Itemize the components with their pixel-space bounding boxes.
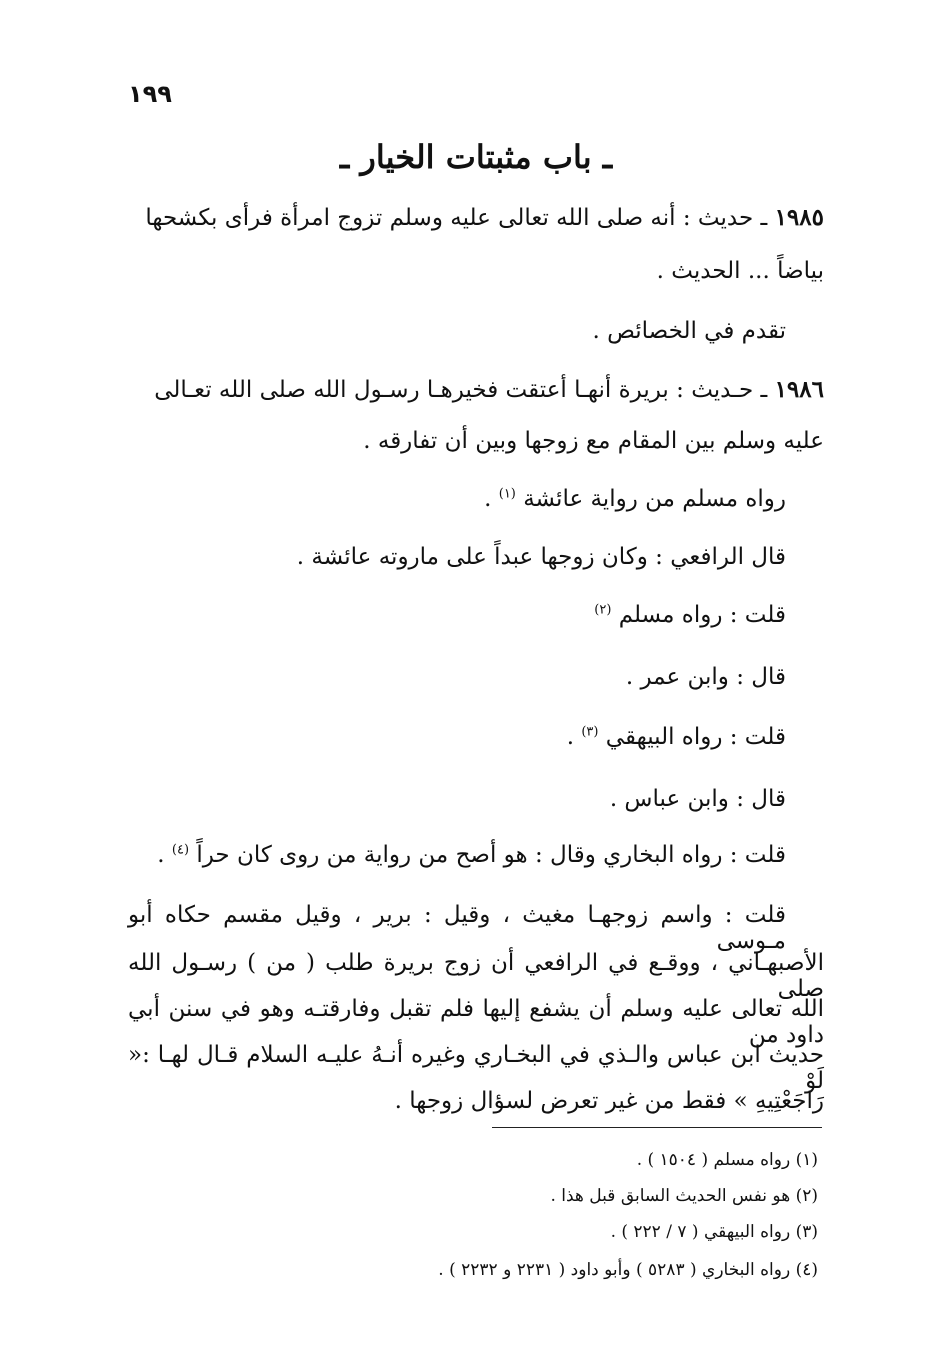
hadith-1985-line1 (128, 204, 824, 231)
footnote-separator (492, 1127, 822, 1128)
paragraph-2: قال الرافعي : وكان زوجها عبداً على ماروته عائشة . (296, 544, 786, 570)
paragraph-text: قلت : رواه البخاري وقال : هو أصح من رواية من روى كان حراً (196, 842, 786, 868)
footnote-ref[interactable]: (٢) (594, 602, 612, 618)
paragraph-4: قال : وابن عمر . (625, 664, 786, 690)
footnote-ref[interactable]: (٤) (171, 842, 190, 858)
paragraph-text: رواه مسلم من رواية عائشة (523, 486, 786, 512)
hadith-number: ١٩٨٦ (774, 376, 824, 403)
paragraph-7 (157, 842, 786, 868)
hadith-text: ـ حديث : أنه صلى الله تعالى عليه وسلم تزوج امرأة فرأى بكشحها (145, 205, 768, 231)
paragraph-8-line2: الأصبهـاني ، ووقـع في الرافعي أن زوج بريرة طلب ( من ) رسـول الله صلى (128, 950, 824, 1002)
footnote-4: (٤) رواه البخاري ( ٥٢٨٣ ) وأبو داود ( ٢٢٣١ و ٢٢٣٢ ) . (438, 1260, 818, 1280)
footnote-ref[interactable]: (٣) (581, 724, 599, 740)
page-number: ١٩٩ (128, 80, 172, 108)
paragraph-8-line4: حديث ابن عباس والـذي في البخـاري وغيره أنـهُ عليـه السلام قـال لهـا :« لَوْ (128, 1042, 824, 1094)
paragraph-5 (567, 724, 786, 750)
paragraph-end: . (484, 486, 499, 512)
chapter-title: ـ باب مثبتات الخيار ـ (339, 138, 613, 176)
paragraph-8-line3: الله تعالى عليه وسلم أن يشفع إليها فلم تقبل وفارقتـه وهو في سنن أبي داود من (128, 996, 824, 1048)
footnote-2: (٢) هو نفس الحديث السابق قبل هذا . (550, 1186, 818, 1206)
paragraph-text: قلت : رواه البيهقي (605, 724, 786, 750)
paragraph-end: . (566, 724, 582, 750)
hadith-1986-line1 (128, 376, 824, 403)
hadith-1986-line2: عليه وسلم بين المقام مع زوجها وبين أن تفارقه . (363, 428, 824, 454)
paragraph-end: . (157, 842, 172, 868)
hadith-number: ١٩٨٥ (774, 204, 824, 231)
hadith-1985-line2: بياضاً ... الحديث . (656, 258, 824, 284)
hadith-text: ـ حـديث : بريرة أنهـا أعتقت فخيرهـا رسـول الله صلى الله تعـالى (154, 377, 768, 403)
paragraph-3 (594, 602, 786, 628)
paragraph-1 (484, 486, 786, 512)
paragraph-8-line5: رَاجَعْتِيهِ » فقط من غير تعرض لسؤال زوجها . (394, 1088, 824, 1114)
note-paragraph: تقدم في الخصائص . (592, 318, 786, 344)
paragraph-6: قال : وابن عباس . (609, 786, 786, 812)
footnote-3: (٣) رواه البيهقي ( ٧ / ٢٢٢ ) . (610, 1222, 818, 1242)
footnote-1: (١) رواه مسلم ( ١٥٠٤ ) . (636, 1150, 818, 1170)
footnote-ref[interactable]: (١) (498, 486, 516, 502)
paragraph-text: قلت : رواه مسلم (618, 602, 786, 628)
paragraph-8-line1: قلت : واسم زوجهـا مغيث ، وقيل : برير ، وقيل مقسم حكاه أبو مـوسى (128, 902, 786, 954)
